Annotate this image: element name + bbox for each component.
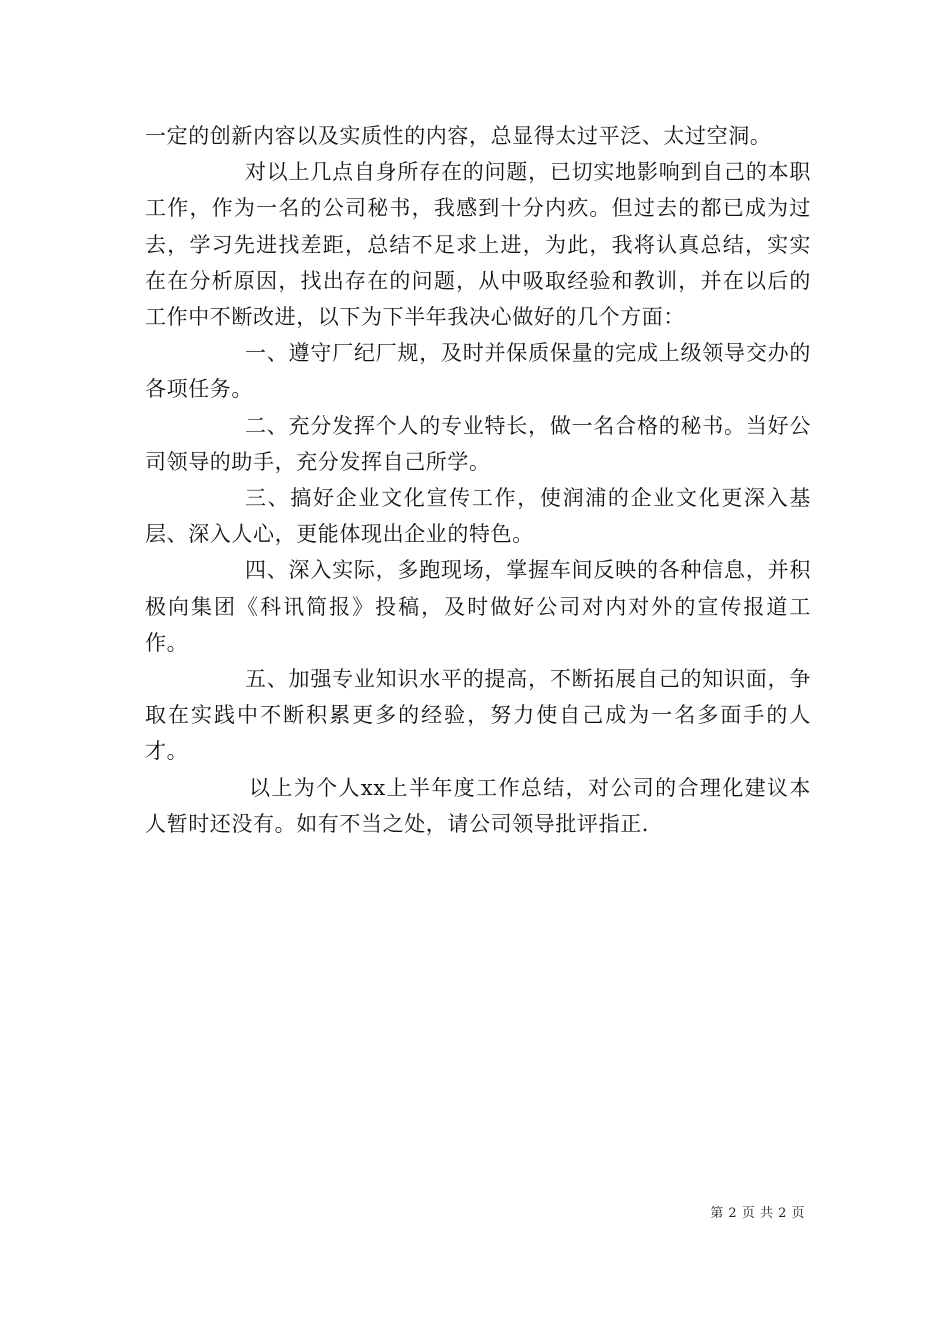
paragraph-item-5: 五、加强专业知识水平的提高，不断拓展自己的知识面，争取在实践中不断积累更多的经验，努力使自己成为一名多面手的人才。 (145, 667, 811, 764)
paragraph-item-3: 三、搞好企业文化宣传工作，使润浦的企业文化更深入基层、深入人心，更能体现出企业的特色。 (145, 486, 811, 547)
paragraph-problems-reflection: 对以上几点自身所存在的问题，已切实地影响到自己的本职工作，作为一名的公司秘书，我感到十分内疚。但过去的都已成为过去，学习先进找差距，总结不足求上进，为此，我将认真总结，实实在在分析原因，找出存在的问题，从中吸取经验和教训，并在以后的工作中不断改进，以下为下半年我决心做好的几个方面： (145, 160, 811, 330)
paragraph-item-2: 二、充分发挥个人的专业特长，做一名合格的秘书。当好公司领导的助手，充分发挥自己所学。 (145, 413, 811, 474)
page-number-footer: 第 2 页 共 2 页 (710, 1206, 805, 1221)
paragraph-item-1: 一、遵守厂纪厂规，及时并保质保量的完成上级领导交办的各项任务。 (145, 341, 811, 402)
paragraph-continuation: 一定的创新内容以及实质性的内容，总显得太过平泛、太过空洞。 (145, 124, 772, 148)
paragraph-item-4: 四、深入实际，多跑现场，掌握车间反映的各种信息，并积极向集团《科讯简报》投稿，及时做好公司对内对外的宣传报道工作。 (145, 558, 811, 655)
paragraph-closing: 以上为个人xx上半年度工作总结，对公司的合理化建议本人暂时还没有。如有不当之处，请公司领导批评指正. (145, 775, 811, 836)
document-body (145, 118, 811, 842)
